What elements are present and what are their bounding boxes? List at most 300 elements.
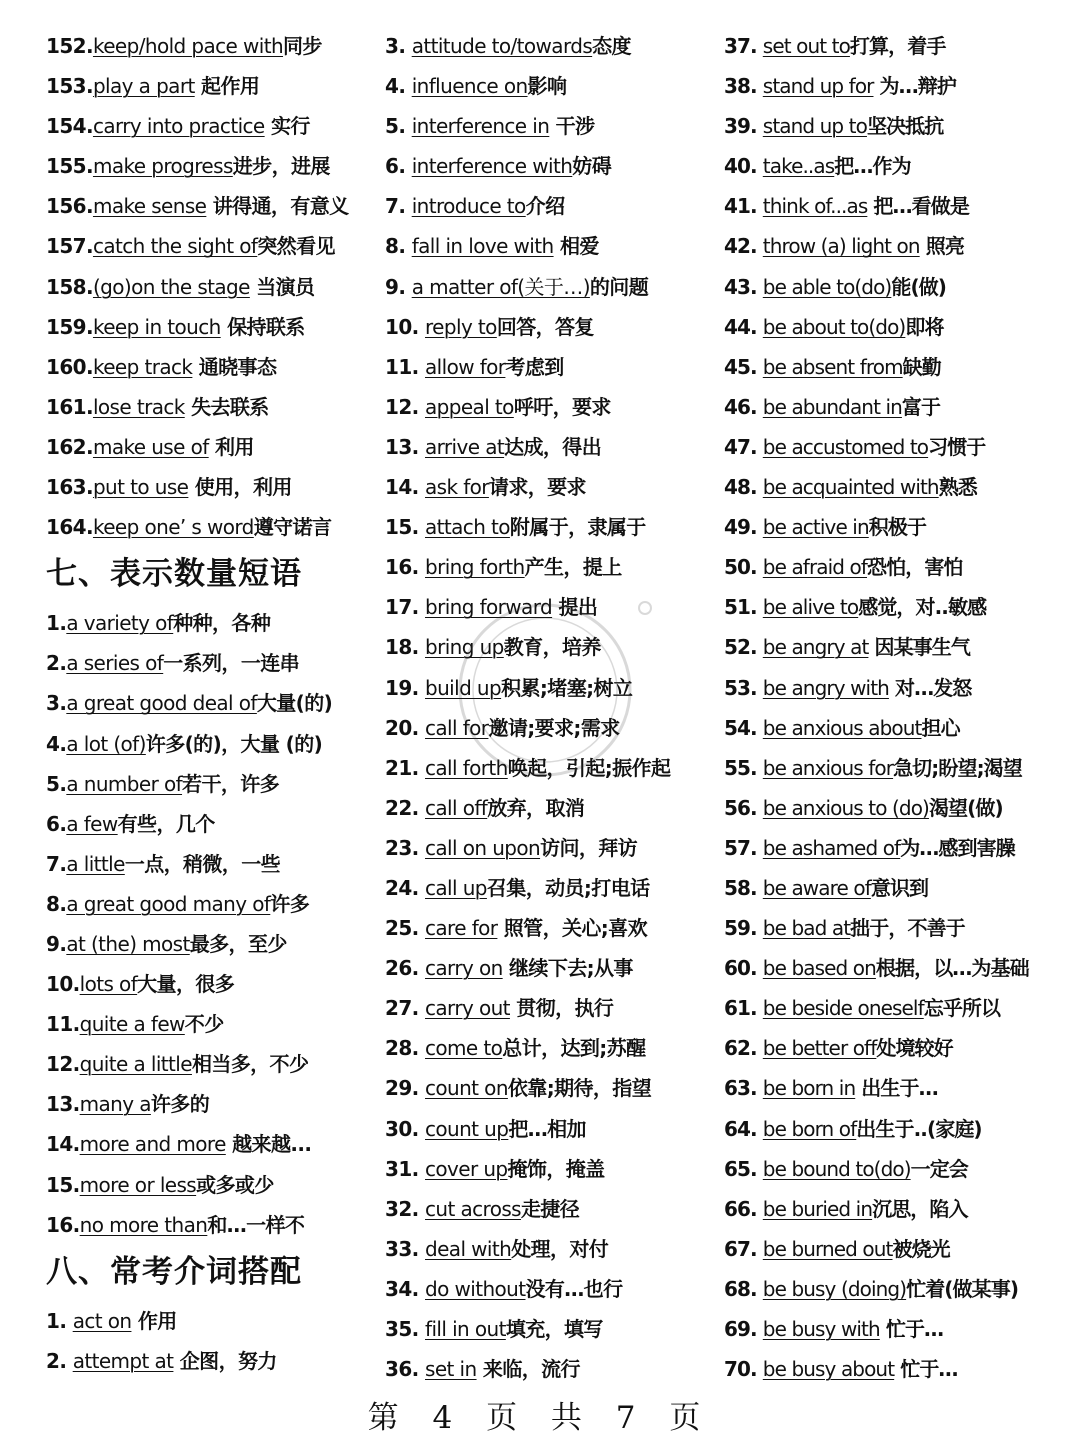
entry-number: 6. bbox=[46, 811, 67, 836]
entry-number: 13. bbox=[385, 434, 425, 459]
phrase-entry bbox=[46, 924, 376, 964]
entry-number: 163. bbox=[46, 475, 93, 500]
english-phrase: keep one’ s word bbox=[92, 515, 254, 540]
chinese-meaning: 有些，几个 bbox=[117, 811, 215, 836]
english-phrase: fill in out bbox=[425, 1317, 506, 1341]
chinese-meaning: 种种，各种 bbox=[173, 611, 271, 636]
english-phrase: call for bbox=[425, 715, 489, 740]
entry-number: 22. bbox=[385, 795, 425, 820]
chinese-meaning: 教育，培养 bbox=[503, 635, 601, 660]
chinese-meaning: 把…相加 bbox=[508, 1116, 586, 1141]
phrase-entry bbox=[385, 467, 715, 507]
phrase-entry bbox=[46, 724, 376, 764]
entry-number: 36. bbox=[385, 1357, 425, 1382]
entry-list bbox=[385, 26, 715, 1389]
entry-number: 155. bbox=[46, 154, 93, 179]
entry-number: 25. bbox=[385, 916, 425, 941]
english-phrase: make sense bbox=[92, 194, 207, 219]
chinese-meaning: 把…作为 bbox=[834, 154, 911, 179]
english-phrase: be bad at bbox=[762, 916, 851, 941]
entry-number: 57. bbox=[724, 835, 763, 860]
phrase-entry bbox=[46, 186, 376, 226]
chinese-meaning: 恐怕，害怕 bbox=[867, 555, 963, 580]
chinese-meaning: 产生，提上 bbox=[524, 555, 622, 580]
phrase-entry bbox=[724, 307, 1074, 347]
chinese-meaning: 最多，至少 bbox=[189, 931, 287, 956]
chinese-meaning: 相爱 bbox=[553, 234, 599, 259]
phrase-entry bbox=[724, 26, 1074, 66]
phrase-entry bbox=[385, 1309, 715, 1349]
chinese-meaning: 越来越... bbox=[225, 1132, 312, 1157]
english-phrase: think of...as bbox=[762, 194, 868, 219]
chinese-meaning: 相当多，不少 bbox=[191, 1052, 309, 1077]
entry-number: 70. bbox=[724, 1357, 763, 1382]
english-phrase: be anxious about bbox=[762, 715, 922, 740]
english-phrase: come to bbox=[425, 1036, 503, 1061]
english-phrase: act on bbox=[72, 1308, 132, 1333]
entry-number: 6. bbox=[385, 154, 412, 179]
phrase-entry bbox=[724, 66, 1074, 106]
chinese-meaning: 考虑到 bbox=[505, 354, 564, 379]
phrase-entry bbox=[724, 106, 1074, 146]
chinese-meaning: 提出 bbox=[552, 595, 598, 620]
entry-number: 37. bbox=[724, 34, 763, 58]
entry-number: 61. bbox=[724, 996, 763, 1021]
entry-number: 8. bbox=[385, 234, 412, 259]
english-phrase: put to use bbox=[92, 475, 189, 500]
entry-number: 157. bbox=[46, 234, 93, 259]
entry-number: 2. bbox=[46, 651, 67, 676]
chinese-meaning: 放弃，取消 bbox=[487, 795, 585, 820]
phrase-entry bbox=[385, 1349, 715, 1389]
entry-number: 29. bbox=[385, 1076, 425, 1101]
chinese-meaning: 利用 bbox=[208, 434, 254, 459]
phrase-entry bbox=[46, 1301, 376, 1341]
chinese-meaning: 一点，稍微，一些 bbox=[124, 851, 281, 876]
phrase-entry bbox=[385, 387, 715, 427]
phrase-entry bbox=[724, 347, 1074, 387]
entry-list bbox=[46, 1301, 376, 1381]
phrase-entry bbox=[385, 868, 715, 908]
english-phrase: be about to(do) bbox=[762, 314, 906, 339]
english-phrase: be born of bbox=[762, 1116, 857, 1141]
english-phrase: attitude to/towards bbox=[411, 34, 593, 58]
english-phrase: count on bbox=[425, 1076, 508, 1101]
english-phrase: call forth bbox=[425, 755, 508, 780]
entry-number: 159. bbox=[46, 314, 93, 339]
chinese-meaning: 坚决抵抗 bbox=[866, 114, 944, 139]
chinese-meaning: 请求，要求 bbox=[488, 475, 586, 500]
entry-number: 42. bbox=[724, 234, 763, 259]
english-phrase: be active in bbox=[762, 515, 869, 540]
english-phrase: keep track bbox=[92, 354, 193, 379]
chinese-meaning: 沉思，陷入 bbox=[872, 1196, 968, 1221]
english-phrase: a matter of(关于…) bbox=[411, 274, 590, 299]
phrase-entry bbox=[724, 146, 1074, 186]
phrase-entry bbox=[724, 1028, 1074, 1068]
phrase-entry bbox=[46, 66, 376, 106]
phrase-entry bbox=[46, 106, 376, 146]
chinese-meaning: 忙于… bbox=[879, 1317, 944, 1341]
entry-number: 17. bbox=[385, 595, 425, 620]
entry-number: 52. bbox=[724, 635, 763, 660]
entry-number: 161. bbox=[46, 394, 93, 419]
phrase-entry bbox=[46, 307, 376, 347]
chinese-meaning: 忘乎所以 bbox=[923, 996, 1001, 1021]
entry-number: 65. bbox=[724, 1156, 763, 1181]
english-phrase: at (the) most bbox=[66, 931, 190, 956]
english-phrase: make progress bbox=[92, 154, 233, 179]
english-phrase: carry out bbox=[425, 996, 510, 1021]
entry-list bbox=[724, 26, 1074, 1389]
entry-number: 15. bbox=[385, 515, 425, 540]
phrase-entry bbox=[46, 387, 376, 427]
english-phrase: a great good deal of bbox=[66, 691, 257, 716]
phrase-entry bbox=[46, 1004, 376, 1044]
english-phrase: a lot (of) bbox=[66, 731, 146, 756]
phrase-entry bbox=[46, 347, 376, 387]
chinese-meaning: 积累;堵塞;树立 bbox=[501, 675, 633, 700]
chinese-meaning: 影响 bbox=[527, 74, 567, 99]
english-phrase: be aware of bbox=[762, 875, 871, 900]
entry-number: 43. bbox=[724, 274, 763, 299]
entry-number: 16. bbox=[46, 1212, 80, 1237]
phrase-entry bbox=[385, 146, 715, 186]
english-phrase: interference with bbox=[411, 154, 573, 179]
chinese-meaning: 达成，得出 bbox=[504, 434, 602, 459]
english-phrase: be burned out bbox=[762, 1236, 893, 1261]
english-phrase: catch the sight of bbox=[92, 234, 258, 259]
phrase-entry bbox=[46, 683, 376, 723]
entry-number: 3. bbox=[385, 34, 412, 58]
chinese-meaning: 意识到 bbox=[870, 875, 929, 900]
phrase-entry bbox=[724, 1269, 1074, 1309]
phrase-entry bbox=[46, 603, 376, 643]
entry-number: 33. bbox=[385, 1236, 425, 1261]
phrase-entry bbox=[46, 507, 376, 547]
chinese-meaning: 富于 bbox=[901, 394, 941, 419]
english-phrase: stand up for bbox=[762, 74, 874, 99]
phrase-entry bbox=[724, 1109, 1074, 1149]
english-phrase: be abundant in bbox=[762, 394, 902, 419]
phrase-entry bbox=[385, 507, 715, 547]
english-phrase: no more than bbox=[79, 1212, 208, 1237]
phrase-entry bbox=[385, 1109, 715, 1149]
entry-number: 60. bbox=[724, 956, 763, 981]
entry-number: 162. bbox=[46, 434, 93, 459]
phrase-entry bbox=[724, 1229, 1074, 1269]
entry-number: 48. bbox=[724, 475, 763, 500]
chinese-meaning: 实行 bbox=[264, 114, 310, 139]
chinese-meaning: 突然看见 bbox=[257, 234, 335, 259]
entry-number: 58. bbox=[724, 875, 763, 900]
phrase-entry bbox=[46, 764, 376, 804]
phrase-entry bbox=[385, 828, 715, 868]
english-phrase: (go)on the stage bbox=[92, 274, 250, 299]
phrase-entry bbox=[385, 668, 715, 708]
entry-number: 153. bbox=[46, 74, 93, 99]
english-phrase: more and more bbox=[79, 1132, 226, 1157]
column-1 bbox=[46, 26, 376, 1381]
chinese-meaning: 和…一样不 bbox=[207, 1212, 305, 1237]
entry-number: 45. bbox=[724, 354, 763, 379]
phrase-entry bbox=[385, 1269, 715, 1309]
english-phrase: keep in touch bbox=[92, 314, 221, 339]
entry-number: 10. bbox=[385, 314, 425, 339]
phrase-entry bbox=[724, 427, 1074, 467]
entry-number: 11. bbox=[46, 1012, 80, 1037]
chinese-meaning: 来临，流行 bbox=[476, 1357, 580, 1382]
chinese-meaning: 为…感到害臊 bbox=[900, 835, 1015, 860]
english-phrase: take..as bbox=[762, 154, 835, 179]
entry-number: 12. bbox=[46, 1052, 80, 1077]
entry-number: 53. bbox=[724, 675, 763, 700]
english-phrase: be afraid of bbox=[762, 555, 868, 580]
english-phrase: appeal to bbox=[425, 394, 514, 419]
phrase-entry bbox=[385, 1189, 715, 1229]
phrase-entry bbox=[724, 387, 1074, 427]
english-phrase: carry into practice bbox=[92, 114, 265, 139]
english-phrase: be anxious for bbox=[762, 755, 894, 780]
english-phrase: do without bbox=[425, 1276, 526, 1301]
phrase-entry bbox=[385, 186, 715, 226]
entry-number: 38. bbox=[724, 74, 763, 99]
phrase-entry bbox=[46, 427, 376, 467]
entry-number: 66. bbox=[724, 1196, 763, 1221]
phrase-entry bbox=[46, 1084, 376, 1124]
chinese-meaning: 使用，利用 bbox=[188, 475, 292, 500]
entry-list bbox=[46, 26, 376, 547]
english-phrase: be better off bbox=[762, 1036, 877, 1061]
phrase-entry bbox=[724, 828, 1074, 868]
chinese-meaning: 感觉，对..敏感 bbox=[858, 595, 987, 620]
entry-number: 10. bbox=[46, 972, 80, 997]
chinese-meaning: 缺勤 bbox=[902, 354, 941, 379]
phrase-entry bbox=[385, 547, 715, 587]
english-phrase: make use of bbox=[92, 434, 209, 459]
phrase-entry bbox=[385, 347, 715, 387]
english-phrase: cut across bbox=[425, 1196, 521, 1221]
phrase-entry bbox=[46, 844, 376, 884]
chinese-meaning: 许多的 bbox=[150, 1092, 210, 1117]
phrase-entry bbox=[724, 708, 1074, 748]
chinese-meaning: 一定会 bbox=[910, 1156, 968, 1181]
entry-number: 34. bbox=[385, 1276, 425, 1301]
phrase-entry bbox=[385, 627, 715, 667]
entry-number: 12. bbox=[385, 394, 425, 419]
phrase-entry bbox=[385, 1229, 715, 1269]
chinese-meaning: 当演员 bbox=[249, 274, 315, 299]
chinese-meaning: 贯彻，执行 bbox=[509, 996, 614, 1021]
entry-number: 9. bbox=[385, 274, 412, 299]
phrase-entry bbox=[46, 226, 376, 266]
page-footer: 第 4 页 共 7 页 bbox=[367, 1400, 713, 1436]
entry-number: 7. bbox=[385, 194, 412, 219]
english-phrase: count up bbox=[425, 1116, 509, 1141]
phrase-entry bbox=[385, 226, 715, 266]
entry-number: 63. bbox=[724, 1076, 763, 1101]
entry-number: 16. bbox=[385, 555, 425, 580]
english-phrase: be bound to(do) bbox=[762, 1156, 911, 1181]
english-phrase: reply to bbox=[425, 314, 497, 339]
english-phrase: quite a little bbox=[79, 1052, 192, 1077]
entry-number: 62. bbox=[724, 1036, 763, 1061]
phrase-entry bbox=[385, 66, 715, 106]
phrase-entry bbox=[724, 547, 1074, 587]
phrase-entry bbox=[724, 988, 1074, 1028]
chinese-meaning: 大量，很多 bbox=[137, 972, 235, 997]
english-phrase: lots of bbox=[79, 972, 138, 997]
english-phrase: keep/hold pace with bbox=[92, 34, 284, 58]
entry-number: 26. bbox=[385, 956, 425, 981]
entry-number: 55. bbox=[724, 755, 763, 780]
chinese-meaning: 继续下去;从事 bbox=[502, 956, 633, 981]
chinese-meaning: 许多(的)，大量 (的) bbox=[145, 731, 323, 756]
entry-number: 2. bbox=[46, 1348, 73, 1373]
chinese-meaning: 回答，答复 bbox=[496, 314, 594, 339]
english-phrase: carry on bbox=[425, 956, 503, 981]
english-phrase: a series of bbox=[66, 651, 164, 676]
entry-number: 154. bbox=[46, 114, 93, 139]
chinese-meaning: 照亮 bbox=[919, 234, 964, 259]
chinese-meaning: 忙着(做某事) bbox=[906, 1276, 1019, 1301]
phrase-entry bbox=[46, 146, 376, 186]
phrase-entry bbox=[385, 587, 715, 627]
chinese-meaning: 作用 bbox=[131, 1308, 177, 1333]
chinese-meaning: 即将 bbox=[905, 314, 944, 339]
entry-number: 152. bbox=[46, 34, 93, 58]
english-phrase: be absent from bbox=[762, 354, 903, 379]
phrase-entry bbox=[385, 1149, 715, 1189]
chinese-meaning: 一系列，一连串 bbox=[163, 651, 300, 676]
entry-number: 15. bbox=[46, 1172, 80, 1197]
english-phrase: play a part bbox=[92, 74, 195, 99]
entry-number: 8. bbox=[46, 891, 67, 916]
english-phrase: be able to(do) bbox=[762, 274, 892, 299]
chinese-meaning: 若干，许多 bbox=[182, 771, 280, 796]
phrase-entry bbox=[46, 1341, 376, 1381]
chinese-meaning: 因某事生气 bbox=[868, 635, 970, 660]
english-phrase: a number of bbox=[66, 771, 183, 796]
entry-number: 59. bbox=[724, 916, 763, 941]
phrase-entry bbox=[46, 26, 376, 66]
phrase-entry bbox=[385, 988, 715, 1028]
phrase-entry bbox=[46, 467, 376, 507]
chinese-meaning: 填充，填写 bbox=[505, 1317, 603, 1341]
entry-number: 39. bbox=[724, 114, 763, 139]
entry-number: 28. bbox=[385, 1036, 425, 1061]
chinese-meaning: 照管，关心;喜欢 bbox=[497, 916, 647, 941]
english-phrase: interference in bbox=[411, 114, 550, 139]
english-phrase: many a bbox=[79, 1092, 151, 1117]
phrase-entry bbox=[724, 1309, 1074, 1349]
chinese-meaning: 把…看做是 bbox=[867, 194, 969, 219]
english-phrase: bring up bbox=[425, 635, 504, 660]
chinese-meaning: 同步 bbox=[283, 34, 322, 58]
entry-number: 40. bbox=[724, 154, 763, 179]
entry-number: 51. bbox=[724, 595, 763, 620]
phrase-entry bbox=[385, 307, 715, 347]
chinese-meaning: 没有…也行 bbox=[525, 1276, 623, 1301]
chinese-meaning: 出生于..(家庭) bbox=[856, 1116, 982, 1141]
english-phrase: more or less bbox=[79, 1172, 197, 1197]
phrase-entry bbox=[385, 908, 715, 948]
phrase-entry bbox=[46, 964, 376, 1004]
entry-number: 20. bbox=[385, 715, 425, 740]
entry-number: 5. bbox=[46, 771, 67, 796]
entry-number: 44. bbox=[724, 314, 763, 339]
phrase-entry bbox=[385, 1028, 715, 1068]
english-phrase: be beside oneself bbox=[762, 996, 924, 1021]
chinese-meaning: 或多或少 bbox=[196, 1172, 274, 1197]
entry-number: 164. bbox=[46, 515, 93, 540]
english-phrase: attach to bbox=[425, 515, 510, 540]
section-heading-quantity-phrases: 七、表示数量短语 bbox=[46, 556, 302, 593]
entry-number: 64. bbox=[724, 1116, 763, 1141]
entry-number: 49. bbox=[724, 515, 763, 540]
entry-number: 7. bbox=[46, 851, 67, 876]
chinese-meaning: 能(做) bbox=[891, 274, 947, 299]
chinese-meaning: 唤起，引起;振作起 bbox=[507, 755, 671, 780]
phrase-entry bbox=[724, 587, 1074, 627]
english-phrase: throw (a) light on bbox=[762, 234, 920, 259]
phrase-entry bbox=[724, 748, 1074, 788]
chinese-meaning: 失去联系 bbox=[184, 394, 269, 419]
english-phrase: bring forward bbox=[425, 595, 553, 620]
english-phrase: influence on bbox=[411, 74, 528, 99]
english-phrase: set out to bbox=[762, 34, 850, 58]
phrase-entry bbox=[724, 668, 1074, 708]
phrase-entry bbox=[385, 748, 715, 788]
chinese-meaning: 走捷径 bbox=[520, 1196, 580, 1221]
english-phrase: call off bbox=[425, 795, 488, 820]
entry-number: 158. bbox=[46, 274, 93, 299]
phrase-entry bbox=[385, 267, 715, 307]
entry-number: 32. bbox=[385, 1196, 425, 1221]
chinese-meaning: 熟悉 bbox=[938, 475, 977, 500]
phrase-entry bbox=[385, 427, 715, 467]
phrase-entry bbox=[385, 106, 715, 146]
chinese-meaning: 呼吁，要求 bbox=[513, 394, 611, 419]
english-phrase: cover up bbox=[425, 1156, 508, 1181]
english-phrase: be born in bbox=[762, 1076, 856, 1101]
chinese-meaning: 保持联系 bbox=[220, 314, 305, 339]
entry-number: 54. bbox=[724, 715, 763, 740]
chinese-meaning: 遵守诺言 bbox=[253, 515, 332, 540]
english-phrase: care for bbox=[425, 916, 498, 941]
entry-number: 69. bbox=[724, 1317, 763, 1341]
entry-number: 11. bbox=[385, 354, 425, 379]
english-phrase: arrive at bbox=[425, 434, 505, 459]
phrase-entry bbox=[385, 1068, 715, 1108]
chinese-meaning: 急切;盼望;渴望 bbox=[893, 755, 1022, 780]
chinese-meaning: 忙于… bbox=[894, 1357, 958, 1382]
phrase-entry bbox=[46, 1165, 376, 1205]
chinese-meaning: 依靠;期待，指望 bbox=[507, 1076, 652, 1101]
entry-number: 18. bbox=[385, 635, 425, 660]
entry-number: 68. bbox=[724, 1276, 763, 1301]
english-phrase: set in bbox=[425, 1357, 477, 1382]
english-phrase: call on upon bbox=[425, 835, 541, 860]
entry-number: 1. bbox=[46, 611, 67, 636]
chinese-meaning: 附属于，隶属于 bbox=[509, 515, 646, 540]
english-phrase: be angry at bbox=[762, 635, 869, 660]
entry-list bbox=[46, 603, 376, 1245]
entry-number: 24. bbox=[385, 875, 425, 900]
phrase-entry bbox=[724, 1349, 1074, 1389]
entry-number: 31. bbox=[385, 1156, 425, 1181]
chinese-meaning: 企图，努力 bbox=[173, 1348, 277, 1373]
